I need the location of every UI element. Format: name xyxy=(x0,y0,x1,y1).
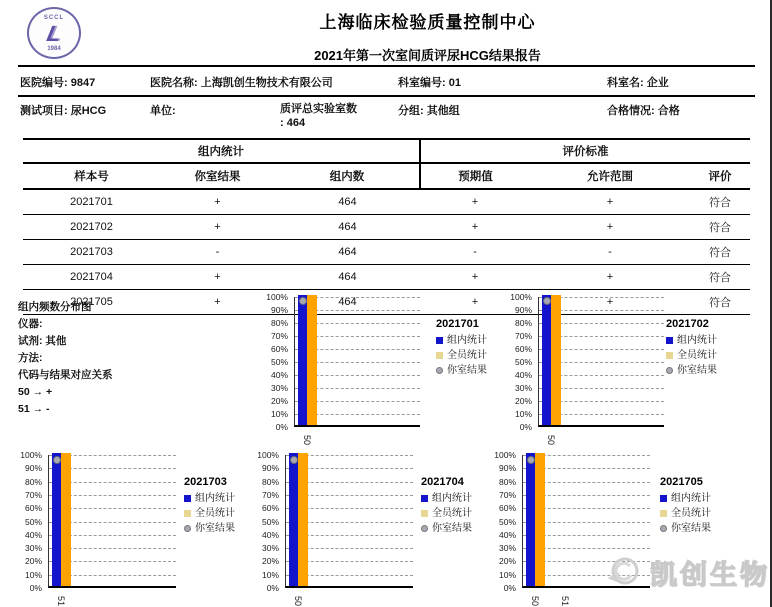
chart-2021703 xyxy=(12,450,280,607)
y-axis-label: 30% xyxy=(514,383,532,393)
y-axis-label: 10% xyxy=(498,569,516,580)
y-axis-label: 40% xyxy=(498,529,516,540)
table-cell-allowed-range: + xyxy=(530,189,690,215)
group-header-in-group-stats: 组内统计 xyxy=(23,139,420,163)
y-axis-label: 20% xyxy=(514,396,532,406)
bar-group-stat xyxy=(52,453,61,586)
table-cell-sample-id: 2021705 xyxy=(23,290,160,315)
results-table xyxy=(23,138,750,315)
column-header-your-result: 你室结果 xyxy=(160,163,275,189)
y-axis-label: 100% xyxy=(20,450,42,460)
info-field-line: : 464 xyxy=(280,117,306,129)
legend-label: 全员统计 xyxy=(195,508,235,519)
legend-title: 2021702 xyxy=(666,318,709,330)
x-tick-label: 50 xyxy=(545,434,556,445)
y-axis-label: 60% xyxy=(24,503,42,514)
table-cell-your-result: + xyxy=(160,215,275,240)
y-axis-label: 90% xyxy=(261,463,279,474)
table-cell-group-count: 464 xyxy=(275,265,420,290)
table-cell-group-count: 464 xyxy=(275,215,420,240)
legend-label: 你室结果 xyxy=(195,523,235,534)
watermark-text: 凯创生物 xyxy=(650,559,770,590)
y-axis-label: 70% xyxy=(24,489,42,500)
your-result-marker xyxy=(543,297,551,305)
y-axis-label: 0% xyxy=(503,583,516,593)
group-stat-swatch-icon xyxy=(184,495,191,502)
y-axis-label: 60% xyxy=(261,503,279,514)
y-axis-label: 80% xyxy=(270,318,288,328)
table-cell-allowed-range: - xyxy=(530,240,690,265)
legend-label: 组内统计 xyxy=(677,335,717,346)
plot-area xyxy=(538,297,664,427)
y-axis-label: 20% xyxy=(498,556,516,567)
y-axis-label: 70% xyxy=(498,489,516,500)
legend-item-group-stat xyxy=(666,333,761,348)
info-field: 测试项目: 尿HCG xyxy=(20,105,107,117)
table-cell-sample-id: 2021701 xyxy=(23,189,160,215)
y-axis-label: 40% xyxy=(514,370,532,380)
your-result-marker xyxy=(53,456,61,464)
legend-title: 2021704 xyxy=(421,476,464,488)
y-axis-label: 10% xyxy=(514,409,532,419)
your-result-marker xyxy=(290,456,298,464)
legend-label: 组内统计 xyxy=(195,493,235,504)
y-axis-label: 90% xyxy=(24,463,42,474)
your-result-swatch-icon xyxy=(660,525,667,532)
divider xyxy=(18,95,755,97)
your-result-swatch-icon xyxy=(421,525,428,532)
y-axis-label: 30% xyxy=(498,543,516,554)
table-cell-group-count: 464 xyxy=(275,240,420,265)
note-line: 51 → - xyxy=(18,403,50,415)
legend-title: 2021705 xyxy=(660,476,703,488)
y-axis-label: 80% xyxy=(498,476,516,487)
legend-label: 你室结果 xyxy=(671,523,711,534)
legend-title: 2021701 xyxy=(436,318,479,330)
table-cell-allowed-range: + xyxy=(530,265,690,290)
y-axis-label: 80% xyxy=(24,476,42,487)
table-row xyxy=(23,265,750,290)
table-cell-expected-value: + xyxy=(420,189,530,215)
bar-group-stat xyxy=(298,295,307,425)
table-cell-sample-id: 2021703 xyxy=(23,240,160,265)
y-axis-label: 60% xyxy=(270,344,288,354)
y-axis-label: 0% xyxy=(275,422,288,432)
bar-overall-stat xyxy=(61,453,71,586)
plot-area xyxy=(285,455,413,588)
info-field-line: 质评总实验室数 xyxy=(280,103,357,115)
table-cell-evaluation: 符合 xyxy=(690,215,750,240)
info-field: 科室编号: 01 xyxy=(398,77,461,89)
y-axis-label: 40% xyxy=(261,529,279,540)
y-axis-label: 50% xyxy=(270,357,288,367)
table-cell-expected-value: + xyxy=(420,265,530,290)
x-tick-label: 50 xyxy=(529,595,540,606)
table-cell-expected-value: + xyxy=(420,215,530,240)
chart-2021701 xyxy=(258,292,532,454)
note-line: 代码与结果对应关系 xyxy=(18,369,113,381)
table-cell-evaluation: 符合 xyxy=(690,189,750,215)
note-line: 方法: xyxy=(18,352,43,364)
bar-overall-stat xyxy=(298,453,308,586)
legend-label: 全员统计 xyxy=(671,508,711,519)
table-cell-group-count: 464 xyxy=(275,189,420,215)
legend-label: 全员统计 xyxy=(432,508,472,519)
y-axis-label: 70% xyxy=(261,489,279,500)
group-stat-swatch-icon xyxy=(666,337,673,344)
x-tick-label: 51 xyxy=(55,595,66,606)
info-field: 单位: xyxy=(150,105,176,117)
page-subtitle: 2021年第一次室间质评尿HCG结果报告 xyxy=(314,48,541,63)
bar-group-stat xyxy=(526,453,535,586)
bar-overall-stat xyxy=(307,295,317,425)
legend-item-overall-stat xyxy=(660,506,755,521)
info-field: 合格情况: 合格 xyxy=(607,105,680,117)
chart-2021702 xyxy=(502,292,762,454)
y-axis-label: 90% xyxy=(270,305,288,315)
table-cell-group-count: 464 xyxy=(275,290,420,315)
table-row xyxy=(23,240,750,265)
y-axis-label: 50% xyxy=(514,357,532,367)
y-axis-label: 30% xyxy=(24,543,42,554)
legend-label: 组内统计 xyxy=(447,335,487,346)
note-line: 仪器: xyxy=(18,318,43,330)
header-titles xyxy=(100,8,755,64)
y-axis-label: 50% xyxy=(498,516,516,527)
table-column-header-row xyxy=(23,163,750,189)
y-axis-label: 20% xyxy=(270,396,288,406)
y-axis-label: 70% xyxy=(514,331,532,341)
your-result-marker xyxy=(299,297,307,305)
bar-overall-stat xyxy=(551,295,561,425)
legend-label: 你室结果 xyxy=(432,523,472,534)
sccl-logo-year: 1984 xyxy=(47,46,61,52)
table-cell-sample-id: 2021704 xyxy=(23,265,160,290)
y-axis-label: 80% xyxy=(261,476,279,487)
table-row xyxy=(23,215,750,240)
divider xyxy=(18,65,755,67)
x-tick-label: 50 xyxy=(292,595,303,606)
note-line: 试剂: 其他 xyxy=(18,335,67,347)
x-tick-label: 50 xyxy=(301,434,312,445)
your-result-swatch-icon xyxy=(436,367,443,374)
y-axis-label: 100% xyxy=(266,292,288,302)
notes-title: 组内频数分布图 xyxy=(18,301,92,313)
your-result-marker xyxy=(527,456,535,464)
legend-item-overall-stat xyxy=(666,348,761,363)
table-cell-your-result: + xyxy=(160,265,275,290)
group-stat-swatch-icon xyxy=(660,495,667,502)
y-axis-label: 10% xyxy=(261,569,279,580)
y-axis-label: 40% xyxy=(24,529,42,540)
y-axis-label: 50% xyxy=(24,516,42,527)
table-cell-allowed-range: + xyxy=(530,290,690,315)
y-axis-label: 0% xyxy=(266,583,279,593)
overall-stat-swatch-icon xyxy=(436,352,443,359)
chart-2021704 xyxy=(249,450,517,607)
kaichuang-watermark xyxy=(604,552,770,592)
x-tick-label: 51 xyxy=(559,595,570,606)
column-header-group-count: 组内数 xyxy=(275,163,420,189)
sccl-logo-mark: L xyxy=(44,21,64,46)
info-field xyxy=(280,102,392,130)
table-cell-evaluation: 符合 xyxy=(690,240,750,265)
overall-stat-swatch-icon xyxy=(184,510,191,517)
y-axis-label: 100% xyxy=(494,450,516,460)
table-cell-expected-value: - xyxy=(420,240,530,265)
legend-label: 你室结果 xyxy=(677,365,717,376)
bar-overall-stat xyxy=(535,453,545,586)
overall-stat-swatch-icon xyxy=(666,352,673,359)
kaichuang-logo-icon xyxy=(604,552,644,592)
legend-item-group-stat xyxy=(660,491,755,506)
column-header-expected-value: 预期值 xyxy=(420,163,530,189)
legend-item-your-result xyxy=(660,521,755,536)
chart-legend xyxy=(660,476,755,536)
info-field: 医院编号: 9847 xyxy=(20,77,96,89)
plot-area xyxy=(294,297,420,427)
y-axis-label: 30% xyxy=(270,383,288,393)
y-axis-label: 10% xyxy=(270,409,288,419)
y-axis-label: 80% xyxy=(514,318,532,328)
y-axis-label: 60% xyxy=(514,344,532,354)
group-stat-swatch-icon xyxy=(436,337,443,344)
y-axis-label: 50% xyxy=(261,516,279,527)
table-group-header-row xyxy=(23,139,750,163)
sccl-logo-text: SCCL xyxy=(43,15,65,21)
y-axis-label: 100% xyxy=(510,292,532,302)
y-axis-label: 20% xyxy=(261,556,279,567)
group-stat-swatch-icon xyxy=(421,495,428,502)
y-axis-label: 60% xyxy=(498,503,516,514)
your-result-swatch-icon xyxy=(184,525,191,532)
y-axis-label: 70% xyxy=(270,331,288,341)
legend-label: 组内统计 xyxy=(432,493,472,504)
bar-group-stat xyxy=(542,295,551,425)
table-cell-your-result: + xyxy=(160,290,275,315)
bar-group-stat xyxy=(289,453,298,586)
plot-area xyxy=(48,455,176,588)
overall-stat-swatch-icon xyxy=(421,510,428,517)
overall-stat-swatch-icon xyxy=(660,510,667,517)
info-field: 分组: 其他组 xyxy=(398,105,460,117)
chart-legend xyxy=(666,318,761,378)
table-cell-evaluation: 符合 xyxy=(690,265,750,290)
legend-label: 全员统计 xyxy=(447,350,487,361)
y-axis-label: 100% xyxy=(257,450,279,460)
group-header-evaluation-criteria: 评价标准 xyxy=(420,139,750,163)
table-cell-expected-value: + xyxy=(420,290,530,315)
distribution-notes xyxy=(18,299,248,418)
y-axis-label: 30% xyxy=(261,543,279,554)
y-axis-label: 0% xyxy=(519,422,532,432)
legend-label: 你室结果 xyxy=(447,365,487,376)
legend-item-your-result xyxy=(666,363,761,378)
note-line: 50 → + xyxy=(18,386,53,398)
legend-title: 2021703 xyxy=(184,476,227,488)
table-cell-your-result: - xyxy=(160,240,275,265)
legend-label: 组内统计 xyxy=(671,493,711,504)
table-cell-evaluation: 符合 xyxy=(690,290,750,315)
y-axis-label: 90% xyxy=(514,305,532,315)
y-axis-label: 90% xyxy=(498,463,516,474)
info-field: 医院名称: 上海凯创生物技术有限公司 xyxy=(150,77,333,89)
legend-label: 全员统计 xyxy=(677,350,717,361)
page-title: 上海临床检验质量控制中心 xyxy=(319,13,536,32)
y-axis-label: 40% xyxy=(270,370,288,380)
table-cell-your-result: + xyxy=(160,189,275,215)
your-result-swatch-icon xyxy=(666,367,673,374)
table-row xyxy=(23,189,750,215)
y-axis-label: 0% xyxy=(29,583,42,593)
table-cell-sample-id: 2021702 xyxy=(23,215,160,240)
sccl-logo xyxy=(27,7,85,61)
y-axis-label: 20% xyxy=(24,556,42,567)
notes-lines xyxy=(18,316,248,418)
column-header-evaluation: 评价 xyxy=(690,163,750,189)
column-header-sample-id: 样本号 xyxy=(23,163,160,189)
sccl-logo-circle xyxy=(27,7,81,59)
column-header-allowed-range: 允许范围 xyxy=(530,163,690,189)
table-cell-allowed-range: + xyxy=(530,215,690,240)
info-field: 科室名: 企业 xyxy=(607,77,669,89)
y-axis-label: 10% xyxy=(24,569,42,580)
